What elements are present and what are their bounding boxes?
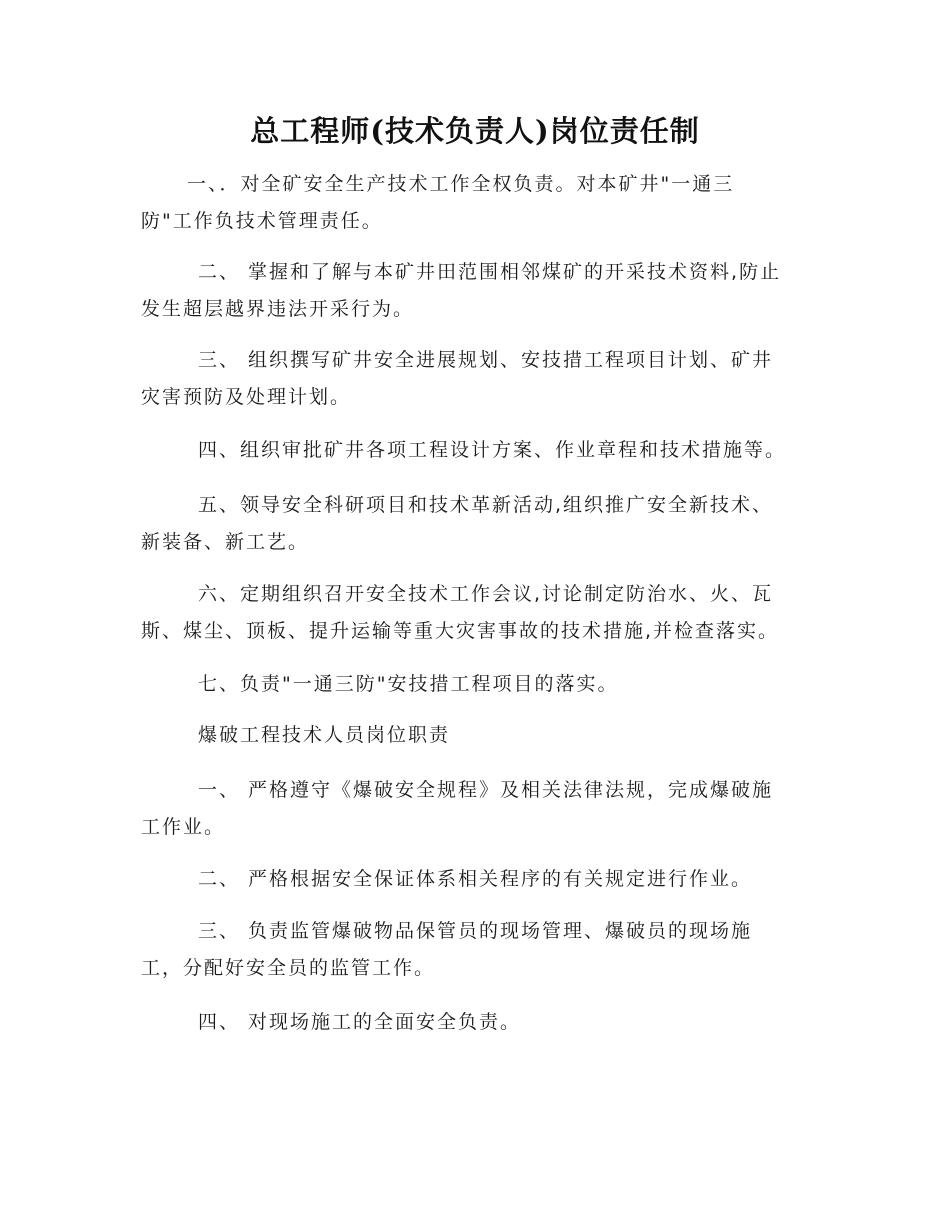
- paragraph-line: 七、负责"一通三防"安技措工程项目的落实。: [198, 673, 619, 695]
- page-title: 总工程师(技术负责人)岗位责任制: [250, 114, 700, 148]
- paragraph-line: 四、组织审批矿井各项工程设计方案、作业章程和技术措施等。: [198, 439, 787, 461]
- paragraph-line: 爆破工程技术人员岗位职责: [198, 724, 451, 746]
- paragraph-line: 二、 严格根据安全保证体系相关程序的有关规定进行作业。: [198, 868, 753, 890]
- paragraph-line: 工，分配好安全员的监管工作。: [141, 957, 436, 979]
- paragraph-4: [141, 432, 821, 469]
- paragraph-5: [141, 487, 821, 561]
- paragraph-line: 工作业。: [141, 816, 226, 838]
- paragraph-3: [141, 342, 821, 416]
- paragraph-line: 一、．对全矿安全生产技术工作全权负责。对本矿井"一通三: [187, 173, 735, 195]
- paragraph-10: [141, 913, 821, 987]
- paragraph-line: 五、领导安全科研项目和技术革新活动,组织推广安全新技术、: [198, 494, 774, 516]
- paragraph-7: [141, 666, 821, 703]
- paragraph-line: 六、定期组织召开安全技术工作会议,讨论制定防治水、火、瓦: [198, 583, 774, 605]
- paragraph-line: 三、 负责监管爆破物品保管员的现场管理、爆破员的现场施: [198, 920, 753, 942]
- paragraph-line: 四、 对现场施工的全面安全负责。: [198, 1011, 522, 1033]
- paragraph-line: 二、 掌握和了解与本矿井田范围相邻煤矿的开采技术资料,防止: [198, 261, 782, 283]
- paragraph-11: [141, 1004, 821, 1041]
- paragraph-line: 灾害预防及处理计划。: [141, 386, 352, 408]
- paragraph-line: 新装备、新工艺。: [141, 531, 310, 553]
- paragraph-line: 防"工作负技术管理责任。: [141, 210, 383, 232]
- paragraph-line: 发生超层越界违法开采行为。: [141, 298, 415, 320]
- paragraph-line: 一、 严格遵守《爆破安全规程》及相关法律法规，完成爆破施: [198, 779, 774, 801]
- paragraph-9: [141, 861, 821, 898]
- section-heading: [141, 717, 821, 754]
- paragraph-line: 斯、煤尘、顶板、提升运输等重大灾害事故的技术措施,并检查落实。: [141, 620, 780, 642]
- paragraph-line: 三、 组织撰写矿井安全进展规划、安技措工程项目计划、矿井: [198, 349, 774, 371]
- paragraph-8: [141, 772, 821, 846]
- paragraph-1: [141, 166, 821, 240]
- paragraph-2: [141, 254, 821, 328]
- paragraph-6: [141, 576, 821, 650]
